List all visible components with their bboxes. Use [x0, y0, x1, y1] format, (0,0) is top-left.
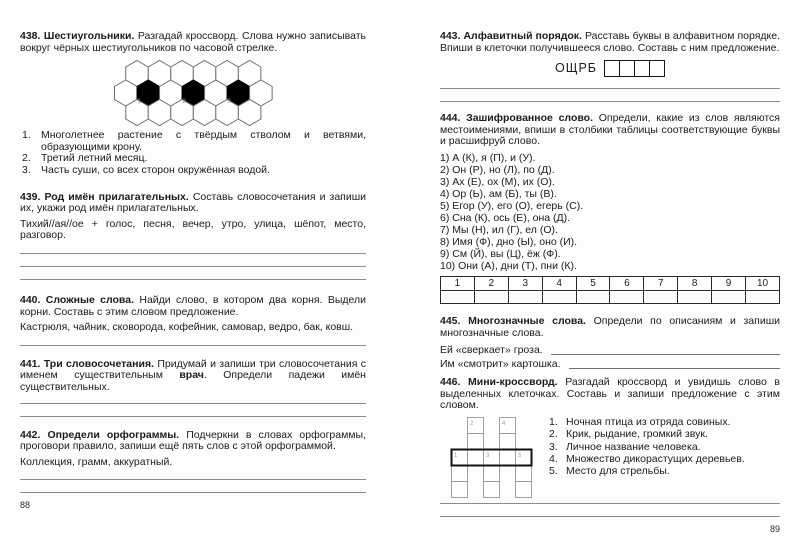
answer-line	[440, 516, 780, 517]
table-header-cell: 3	[508, 276, 542, 290]
right-page	[440, 31, 780, 534]
crossword-cell-number: 5	[518, 452, 522, 459]
pronoun-item-line: 1) А (К), я (П), и (У).	[440, 151, 536, 164]
clue-number: 2.	[22, 152, 31, 165]
clue-text: Множество дикорастущих деревьев.	[566, 452, 745, 465]
answer-lines-440	[20, 345, 366, 346]
prompt-text: Им «смотрит» картошка.	[440, 358, 561, 371]
exercise-444-heading	[440, 113, 780, 148]
table-empty-cell	[576, 290, 610, 303]
exercise-442-heading	[20, 430, 366, 453]
table-header-cell: 10	[746, 276, 780, 290]
scrambled-letters: ОЩРБ	[555, 61, 597, 76]
exercise-438-title: Шестиугольники.	[43, 30, 135, 42]
answer-lines-441	[20, 403, 366, 417]
exercise-443-title: Алфавитный порядок.	[463, 30, 582, 42]
mini-crossword-section	[440, 416, 780, 499]
exercise-439-title: Род имён прилагательных.	[44, 190, 189, 203]
crossword-cell	[484, 481, 500, 497]
clue-text: Место для стрельбы.	[566, 465, 670, 478]
hexagon-word-number: 2	[181, 98, 186, 106]
exercise-446-heading	[440, 377, 780, 412]
table-empty-cell	[746, 290, 780, 303]
left-page	[20, 31, 366, 510]
exercise-440-instructions: Найди слово, в котором два корня. Выдели корни. Составь с этим словом предложение.	[20, 293, 367, 318]
clue-text: Личное название человека.	[566, 440, 701, 453]
answer-line	[20, 279, 366, 280]
table-header-cell: 4	[542, 276, 576, 290]
answer-lines-439	[20, 253, 366, 280]
clue-line	[20, 130, 366, 153]
clue-number: 1.	[549, 415, 558, 428]
letters-and-cells-row	[440, 59, 780, 77]
table-empty-cell	[474, 290, 508, 303]
decode-table-header-row	[441, 276, 780, 290]
table-empty-cell	[678, 290, 712, 303]
pronoun-item-line: 8) Имя (Ф), дно (Ы), оно (И).	[440, 235, 578, 248]
table-header-cell: 1	[441, 276, 475, 290]
exercise-439-heading	[20, 192, 366, 215]
answer-blank	[569, 368, 781, 369]
table-empty-cell	[712, 290, 746, 303]
exercise-440-title: Сложные слова.	[45, 293, 134, 306]
exercise-442-title: Определи орфограммы.	[47, 428, 180, 441]
table-empty-cell	[610, 290, 644, 303]
answer-line	[20, 266, 366, 267]
answer-line	[20, 253, 366, 254]
exercise-440-number: 440.	[20, 293, 41, 306]
clue-line	[549, 465, 780, 477]
crossword-cell	[452, 465, 468, 481]
crossword-cell-number: 2	[470, 420, 474, 427]
table-empty-cell	[542, 290, 576, 303]
exercise-441-heading	[20, 359, 366, 394]
table-header-cell: 8	[678, 276, 712, 290]
table-empty-cell	[508, 290, 542, 303]
hexagon-word-number: 3	[226, 98, 231, 106]
pronoun-item-line: 4) Ор (Ь), ам (Б), ты (В).	[440, 187, 557, 200]
crossword-cell	[468, 433, 484, 449]
answer-line	[440, 88, 780, 89]
exercise-444-number: 444.	[440, 112, 461, 125]
exercise-438-number: 438.	[20, 30, 41, 42]
exercise-444-title: Зашифрованное слово.	[466, 112, 594, 125]
exercise-438-instructions: Разгадай кроссворд. Слова нужно записывать вокруг чёрных шестиугольников по часовой стрелке.	[20, 30, 367, 54]
exercise-438-heading	[20, 31, 366, 54]
crossword-cell	[516, 465, 532, 481]
answer-lines-446	[440, 503, 780, 517]
answer-line	[440, 101, 780, 102]
exercise-439-instructions: Составь словосочетания и запиши их, укажи род имён прилагательных.	[20, 190, 366, 215]
exercise-441-instructions-before: Придумай и запиши три словосочетания с именем существительным	[20, 357, 366, 382]
exercise-446-number: 446.	[440, 376, 461, 389]
crossword-cell	[516, 481, 532, 497]
prompt-text: Ей «сверкает» гроза.	[440, 344, 543, 357]
exercise-442-number: 442.	[20, 428, 41, 441]
exercise-441-keyword: врач	[179, 369, 204, 382]
crossword-cell	[484, 465, 500, 481]
letter-cell	[649, 60, 665, 77]
pronoun-item-line: 9) См (Й), вы (Ц), ёж (Ф).	[440, 247, 561, 260]
crossword-cell	[500, 433, 516, 449]
clue-number: 3.	[549, 440, 558, 453]
page-number-left: 88	[20, 500, 31, 511]
exercise-446-clues	[549, 416, 780, 499]
answer-cells	[604, 60, 665, 77]
decode-table	[440, 276, 780, 304]
table-header-cell: 7	[644, 276, 678, 290]
crossword-cell-number: 1	[454, 452, 458, 459]
table-empty-cell	[644, 290, 678, 303]
answer-blank	[551, 354, 780, 355]
clue-text: Часть суши, со всех сторон окружённая водой.	[41, 163, 270, 176]
hexagon-word-number: 1	[136, 98, 141, 106]
answer-line	[20, 403, 366, 404]
crossword-cell-number: 3	[486, 452, 490, 459]
exercise-446-title: Мини-кроссворд.	[468, 376, 558, 389]
exercise-442-words: Коллекция, грамм, аккуратный.	[20, 455, 173, 468]
clue-line	[549, 441, 780, 453]
clue-text: Третий летний месяц.	[41, 152, 148, 165]
crossword-cell	[500, 449, 516, 465]
pronoun-item-line: 5) Егор (У), его (О), егерь (С).	[440, 199, 584, 212]
pronoun-item-line: 3) Ах (Е), ох (М), их (О).	[440, 175, 555, 188]
exercise-441-title: Три словосочетания.	[43, 357, 154, 370]
exercise-440-words: Кастрюля, чайник, сковорода, кофейник, самовар, ведро, бак, ковш.	[20, 321, 354, 334]
prompt-line	[440, 344, 780, 356]
decode-table-empty-row	[441, 290, 780, 303]
exercise-439-number: 439.	[20, 190, 41, 203]
hexagon-crossword-figure	[113, 59, 274, 127]
clue-number: 3.	[22, 163, 31, 176]
clue-text: Ночная птица из отряда совиных.	[566, 415, 731, 428]
exercise-446-instructions: Разгадай кроссворд и увидишь слово в выделенных клеточках. Составь и запиши предложение с этим словом.	[440, 376, 780, 412]
clue-line	[549, 453, 780, 465]
exercise-444-items	[440, 152, 780, 272]
answer-line	[20, 479, 366, 480]
pronoun-item-line: 7) Мы (Н), ил (Г), ел (О).	[440, 223, 558, 236]
answer-line	[20, 345, 366, 346]
exercise-443-instructions: Расставь буквы в алфавитном порядке. Впиши в клеточки получившееся слово. Составь с ним предложение.	[440, 30, 780, 54]
letter-cell	[619, 60, 635, 77]
exercise-441-instructions-after: . Определи падежи имён существительных.	[20, 369, 366, 393]
page-number-right: 89	[769, 523, 780, 534]
table-header-cell: 9	[712, 276, 746, 290]
exercise-445-number: 445.	[440, 314, 461, 327]
pronoun-item-line: 10) Они (А), дни (Т), пни (К).	[440, 259, 577, 272]
table-header-cell: 2	[474, 276, 508, 290]
table-header-cell: 6	[610, 276, 644, 290]
clue-line	[20, 165, 366, 177]
exercise-443-number: 443.	[440, 30, 461, 42]
letter-cell	[634, 60, 650, 77]
exercise-444-instructions: Определи, какие из слов являются местоимениями, впиши в столбики таблицы соответствующие буквы и расшифруй слово.	[440, 112, 780, 148]
pronoun-item-line: 2) Он (Р), но (Л), по (Д).	[440, 163, 555, 176]
clue-line	[549, 428, 780, 440]
clue-line	[549, 416, 780, 428]
clue-text: Крик, рыдание, громкий звук.	[566, 428, 708, 441]
exercise-440-heading	[20, 295, 366, 318]
answer-line	[20, 492, 366, 493]
exercise-442-instructions: Подчеркни в словах орфограммы, проговори правило, запиши ещё пять слов с этой орфограммой.	[20, 428, 366, 453]
exercise-441-number: 441.	[20, 357, 41, 370]
prompt-line	[440, 358, 780, 370]
clue-text: Многолетнее растение с твёрдым стволом и ветвями, образующими крону.	[41, 129, 366, 153]
answer-line	[440, 503, 780, 504]
exercise-443-heading	[440, 31, 780, 54]
clue-number: 2.	[549, 428, 558, 441]
table-empty-cell	[441, 290, 475, 303]
table-header-cell: 5	[576, 276, 610, 290]
clue-number: 4.	[549, 452, 558, 465]
exercise-445-prompts	[440, 344, 780, 370]
exercise-438-clues	[20, 130, 366, 176]
exercise-439-words: Тихий//ая//ое + голос, песня, вечер, утро, улица, шёпот, место, разговор.	[20, 217, 366, 242]
clue-number: 5.	[549, 465, 558, 478]
crossword-cell-number: 4	[502, 420, 506, 427]
answer-lines-442	[20, 479, 366, 493]
exercise-445-title: Многозначные слова.	[468, 314, 586, 327]
answer-line	[20, 416, 366, 417]
exercise-445-instructions: Определи по описаниям и запиши многозначные слова.	[440, 314, 780, 339]
mini-crossword-grid	[450, 416, 533, 499]
answer-lines-443	[440, 88, 780, 102]
clue-number: 1.	[22, 129, 31, 142]
crossword-cell	[468, 449, 484, 465]
letter-cell	[604, 60, 620, 77]
exercise-445-heading	[440, 316, 780, 339]
pronoun-item-line: 6) Сна (К), ось (Е), она (Д).	[440, 211, 571, 224]
crossword-cell	[452, 481, 468, 497]
